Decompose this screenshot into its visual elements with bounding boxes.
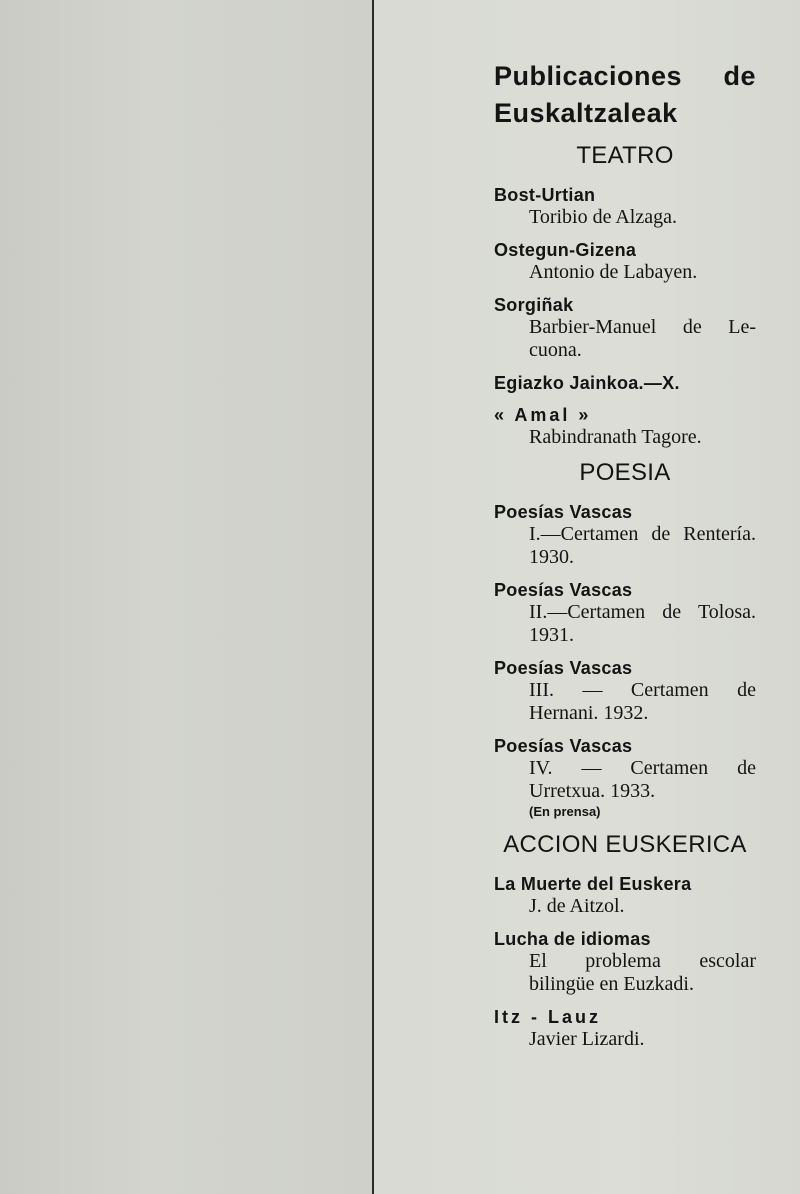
- entry-author: Rabindranath Tagore.: [529, 426, 702, 448]
- entry-author: Javier Lizardi.: [529, 1028, 645, 1050]
- entry-title: Bost-Urtian: [494, 185, 596, 205]
- entry-author: III. — Certamen de Hernani. 1932.: [529, 679, 756, 724]
- section-teatro: [494, 142, 756, 449]
- entry-title: Sorgiñak: [494, 295, 574, 315]
- page-title: [494, 58, 756, 132]
- entry-title: Itz - Lauz: [494, 1007, 601, 1027]
- entry-title: Lucha de idiomas: [494, 929, 651, 949]
- entry-author: Barbier-Manuel de Le-cuona.: [529, 316, 756, 361]
- list-item: [494, 501, 756, 569]
- list-item: [494, 928, 756, 996]
- entry-title: Egiazko Jainkoa.—X.: [494, 373, 680, 393]
- section-poesia: [494, 459, 756, 821]
- entry-author: II.—Certamen de Tolosa. 1931.: [529, 601, 756, 646]
- page-title-line2: Euskaltzaleak: [494, 98, 678, 128]
- entry-title: Poesías Vascas: [494, 736, 633, 756]
- entry-author: Toribio de Alzaga.: [529, 206, 677, 228]
- list-item: [494, 657, 756, 725]
- section-accion-euskerica: [494, 831, 756, 1051]
- entry-title: « Amal »: [494, 405, 592, 425]
- list-item: [494, 579, 756, 647]
- list-item: [494, 372, 756, 394]
- section-heading: POESIA: [579, 459, 671, 486]
- section-heading: TEATRO: [576, 142, 674, 169]
- entry-author: J. de Aitzol.: [529, 895, 625, 917]
- entry-author: El problema escolar bilingüe en Euzkadi.: [529, 950, 756, 995]
- list-item: [494, 404, 756, 449]
- entry-title: Poesías Vascas: [494, 502, 633, 522]
- publication-list: [494, 58, 756, 1061]
- list-item: [494, 184, 756, 229]
- list-item: [494, 735, 756, 821]
- list-item: [494, 294, 756, 362]
- entry-title: Poesías Vascas: [494, 658, 633, 678]
- list-item: [494, 873, 756, 918]
- entry-author: Antonio de Labayen.: [529, 261, 698, 283]
- page-title-line1: Publicaciones de: [494, 61, 756, 91]
- list-item: [494, 239, 756, 284]
- entry-title: La Muerte del Euskera: [494, 874, 692, 894]
- entry-title: Ostegun-Gizena: [494, 240, 637, 260]
- left-page: [0, 0, 372, 1194]
- entry-title: Poesías Vascas: [494, 580, 633, 600]
- section-heading: ACCION EUSKERICA: [503, 831, 747, 858]
- entry-note: (En prensa): [529, 804, 601, 819]
- entry-author: I.—Certamen de Rentería. 1930.: [529, 523, 756, 568]
- entry-author: IV. — Certamen de Urretxua. 1933.: [529, 757, 756, 802]
- list-item: [494, 1006, 756, 1051]
